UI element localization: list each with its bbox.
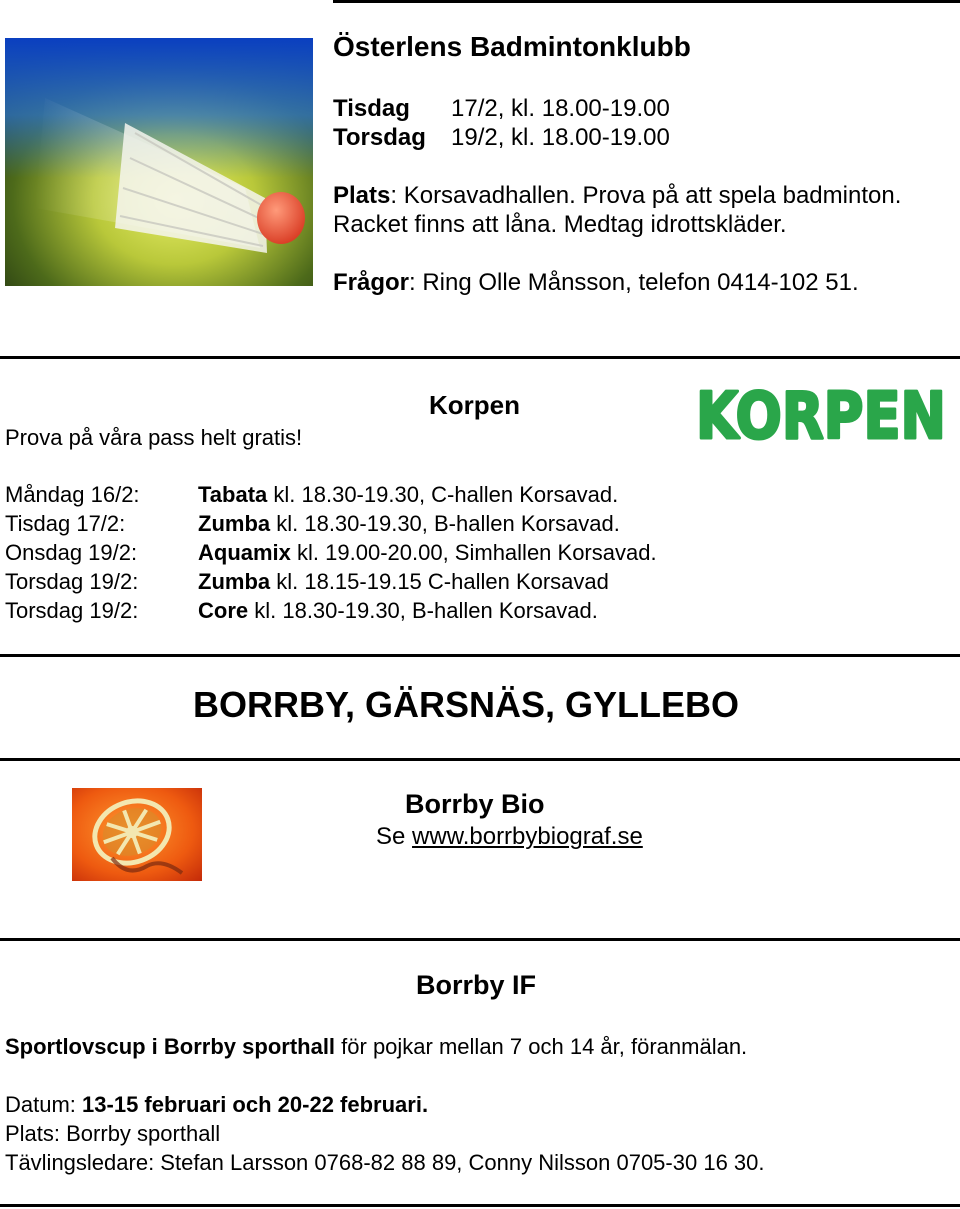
korpen-day: Tisdag 17/2: (5, 511, 126, 536)
korpen-row-3 (5, 538, 657, 567)
divider-korpen (0, 356, 960, 359)
badminton-plats (333, 181, 901, 210)
korpen-logo (694, 378, 950, 446)
section-heading: BORRBY, GÄRSNÄS, GYLLEBO (193, 684, 740, 725)
badminton-club-title: Österlens Badmintonklubb (333, 31, 691, 62)
divider-borrby-if (0, 938, 960, 941)
korpen-activity: Tabata (198, 482, 268, 507)
korpen-logo-text: KORPEN (696, 380, 946, 446)
korpen-activity: Aquamix (198, 540, 291, 565)
korpen-activity: Zumba (198, 569, 271, 594)
korpen-day: Onsdag 19/2: (5, 540, 138, 565)
korpen-details: kl. 18.30-19.30, B-hallen Korsavad. (248, 598, 598, 623)
bio-se-label: Se (376, 823, 413, 850)
korpen-intro: Prova på våra pass helt gratis! (5, 425, 303, 450)
bio-website-link[interactable]: www.borrbybiograf.se (412, 823, 643, 850)
korpen-row-5 (5, 596, 598, 625)
korpen-activity: Zumba (198, 511, 271, 536)
fragor-label: Frågor (333, 269, 410, 296)
session-time: 17/2, kl. 18.00-19.00 (451, 95, 670, 122)
cup-bold: Sportlovscup i Borrby sporthall (5, 1034, 336, 1059)
plats-label: Plats (333, 182, 391, 209)
korpen-row-2 (5, 509, 620, 538)
korpen-day: Måndag 16/2: (5, 482, 140, 507)
divider-bio (0, 758, 960, 761)
bottom-divider (0, 1204, 960, 1207)
korpen-day: Torsdag 19/2: (5, 569, 139, 594)
badminton-fragor (333, 268, 859, 297)
datum-value: 13-15 februari och 20-22 februari. (82, 1092, 429, 1117)
badminton-shuttlecock-photo (5, 38, 313, 286)
korpen-row-4 (5, 567, 609, 596)
borrby-if-plats: Plats: Borrby sporthall (5, 1121, 221, 1146)
korpen-title: Korpen (429, 390, 520, 420)
borrby-if-datum (5, 1090, 428, 1119)
session-day: Tisdag (333, 95, 410, 122)
korpen-details: kl. 19.00-20.00, Simhallen Korsavad. (290, 540, 657, 565)
bio-link-line (376, 822, 643, 851)
korpen-details: kl. 18.30-19.30, B-hallen Korsavad. (270, 511, 620, 536)
borrby-if-title: Borrby IF (416, 970, 537, 1000)
session-time: 19/2, kl. 18.00-19.00 (451, 124, 670, 151)
top-divider (333, 0, 960, 3)
plats-text: : Korsavadhallen. Prova på att spela badminton. (390, 182, 902, 209)
film-reel-photo (72, 788, 202, 881)
korpen-day: Torsdag 19/2: (5, 598, 139, 623)
divider-section (0, 654, 960, 657)
badminton-plats-line2: Racket finns att låna. Medtag idrottskläder. (333, 211, 787, 238)
borrby-if-cup (5, 1032, 747, 1061)
session-day: Torsdag (333, 124, 426, 151)
korpen-activity: Core (198, 598, 249, 623)
borrby-if-ledare: Tävlingsledare: Stefan Larsson 0768-82 88 89, Conny Nilsson 0705-30 16 30. (5, 1150, 765, 1175)
fragor-text: : Ring Olle Månsson, telefon 0414-102 51. (409, 269, 859, 296)
korpen-row-1 (5, 480, 618, 509)
bio-title: Borrby Bio (405, 789, 545, 819)
korpen-details: kl. 18.15-19.15 C-hallen Korsavad (270, 569, 609, 594)
korpen-details: kl. 18.30-19.30, C-hallen Korsavad. (267, 482, 619, 507)
cup-rest: för pojkar mellan 7 och 14 år, föranmälan. (335, 1034, 748, 1059)
badminton-session-1 (333, 94, 670, 123)
badminton-session-2 (333, 123, 670, 152)
datum-label: Datum: (5, 1092, 83, 1117)
